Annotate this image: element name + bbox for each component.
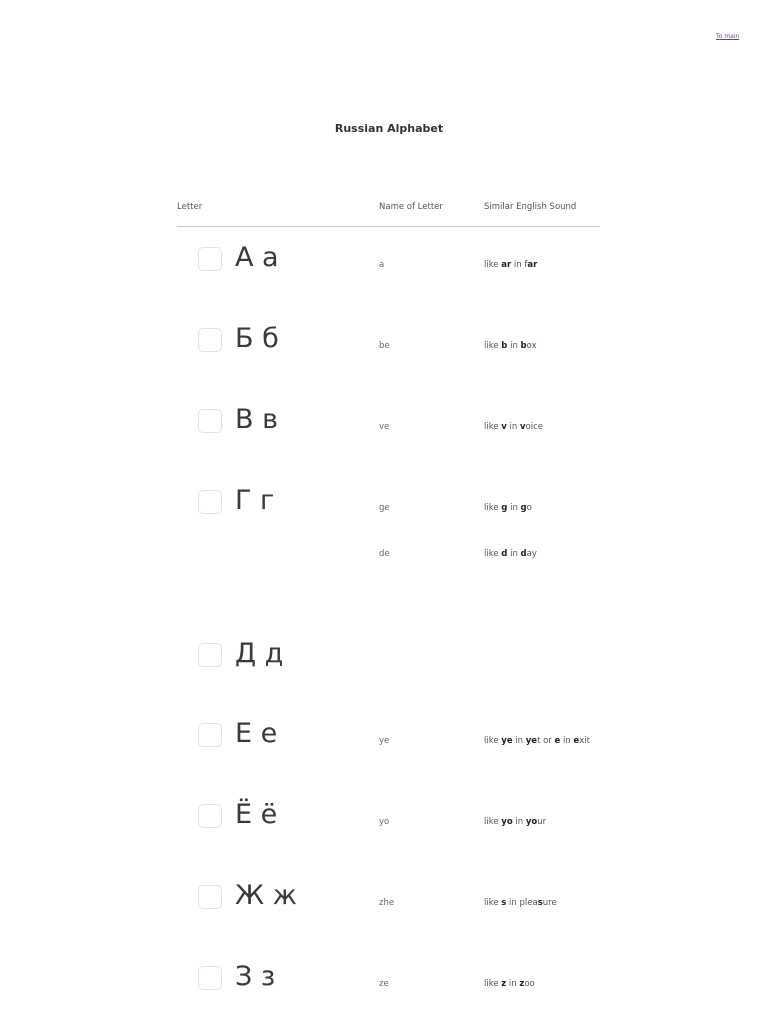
letter-checkbox[interactable] [198,643,222,667]
letter-name: ge [379,503,390,513]
letter-sound: like b in box [484,341,537,351]
letter-checkbox[interactable] [198,490,222,514]
letter-name: ze [379,979,389,989]
letter-sound: like z in zoo [484,979,535,989]
letter-checkbox[interactable] [198,723,222,747]
letter-checkbox[interactable] [198,885,222,909]
letter-glyph: Е е [235,718,278,749]
letter-sound: like v in voice [484,422,543,432]
letter-name: a [379,260,385,270]
table-row [0,536,768,576]
letter-glyph: Д д [235,638,284,669]
letter-name: zhe [379,898,395,908]
page-title: Russian Alphabet [334,122,444,135]
table-row [0,485,768,530]
letter-checkbox[interactable] [198,328,222,352]
table-row [0,718,768,763]
letter-glyph: А а [235,242,279,273]
table-row [0,799,768,844]
letter-glyph: В в [235,404,279,435]
letter-glyph: З з [235,961,276,992]
letter-checkbox[interactable] [198,966,222,990]
table-row [0,880,768,925]
letter-checkbox[interactable] [198,804,222,828]
letter-glyph: Ж ж [235,880,297,911]
to-main-link[interactable]: To main [716,33,740,40]
letter-name: de [379,549,390,559]
header-similar-sound: Similar English Sound [484,202,577,212]
letter-name: ye [379,736,390,746]
table-row [0,638,768,683]
letter-sound: like ar in far [484,260,538,270]
letter-sound: like g in go [484,503,532,513]
letter-name: ve [379,422,390,432]
letter-name: yo [379,817,390,827]
letter-checkbox[interactable] [198,409,222,433]
header-letter: Letter [177,202,203,212]
header-divider [177,226,600,227]
table-row [0,404,768,449]
letter-glyph: Б б [235,323,279,354]
table-row [0,242,768,287]
letter-sound: like s in pleasure [484,898,557,908]
letter-name: be [379,341,390,351]
letter-sound: like yo in your [484,817,547,827]
letter-sound: like ye in yet or e in exit [484,736,590,746]
letter-checkbox[interactable] [198,247,222,271]
table-row [0,323,768,368]
table-row [0,961,768,1006]
letter-sound: like d in day [484,549,537,559]
header-name-of-letter: Name of Letter [379,202,443,212]
letter-glyph: Г г [235,485,275,516]
letter-glyph: Ё ё [235,799,278,830]
